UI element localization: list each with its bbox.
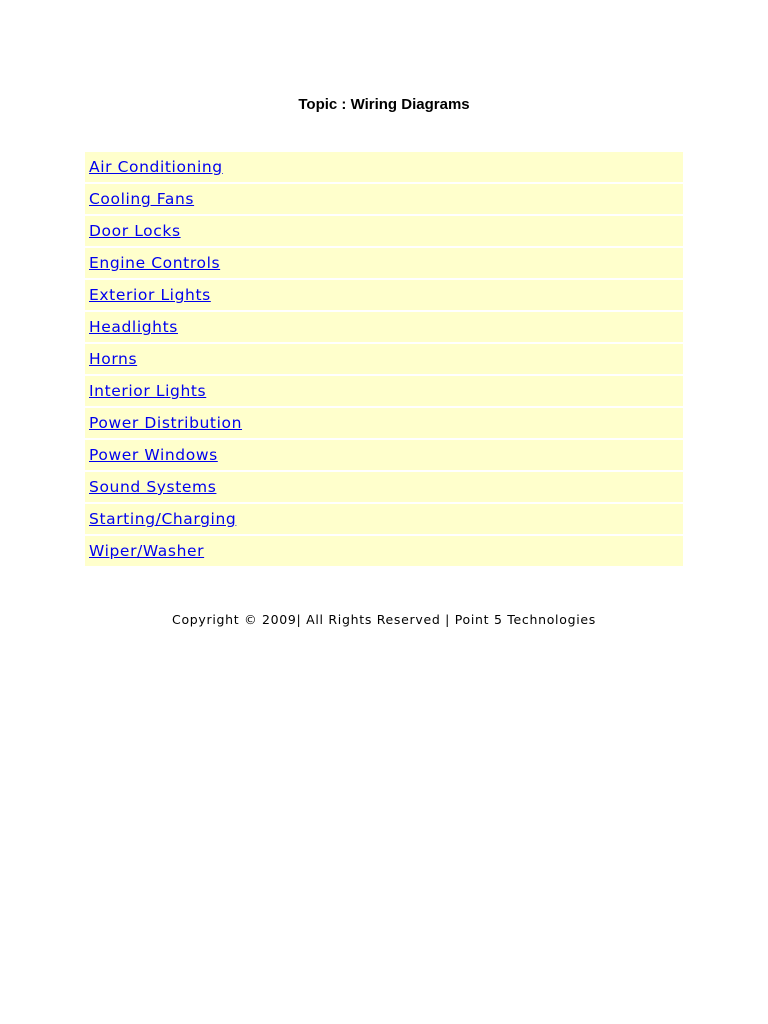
list-item bbox=[85, 536, 683, 566]
list-item bbox=[85, 152, 683, 182]
list-item bbox=[85, 248, 683, 278]
list-item bbox=[85, 408, 683, 438]
topic-link-engine-controls[interactable]: Engine Controls bbox=[89, 254, 221, 272]
topic-link-power-distribution[interactable]: Power Distribution bbox=[89, 414, 243, 432]
list-item bbox=[85, 344, 683, 374]
topic-list bbox=[85, 152, 683, 568]
topic-link-sound-systems[interactable]: Sound Systems bbox=[89, 478, 217, 496]
list-item bbox=[85, 504, 683, 534]
list-item bbox=[85, 312, 683, 342]
list-item bbox=[85, 184, 683, 214]
list-item bbox=[85, 216, 683, 246]
copyright-footer: Copyright © 2009| All Rights Reserved | Point 5 Technologies bbox=[172, 612, 596, 627]
topic-link-air-conditioning[interactable]: Air Conditioning bbox=[89, 158, 223, 176]
topic-link-power-windows[interactable]: Power Windows bbox=[89, 446, 218, 464]
topic-link-cooling-fans[interactable]: Cooling Fans bbox=[89, 190, 195, 208]
topic-link-starting-charging[interactable]: Starting/Charging bbox=[89, 510, 237, 528]
list-item bbox=[85, 376, 683, 406]
topic-link-wiper-washer[interactable]: Wiper/Washer bbox=[89, 542, 205, 560]
topic-link-exterior-lights[interactable]: Exterior Lights bbox=[89, 286, 211, 304]
page-title: Topic : Wiring Diagrams bbox=[298, 96, 470, 113]
list-item bbox=[85, 472, 683, 502]
topic-link-door-locks[interactable]: Door Locks bbox=[89, 222, 181, 240]
list-item bbox=[85, 440, 683, 470]
topic-link-horns[interactable]: Horns bbox=[89, 350, 138, 368]
list-item bbox=[85, 280, 683, 310]
topic-link-interior-lights[interactable]: Interior Lights bbox=[89, 382, 207, 400]
topic-link-headlights[interactable]: Headlights bbox=[89, 318, 178, 336]
